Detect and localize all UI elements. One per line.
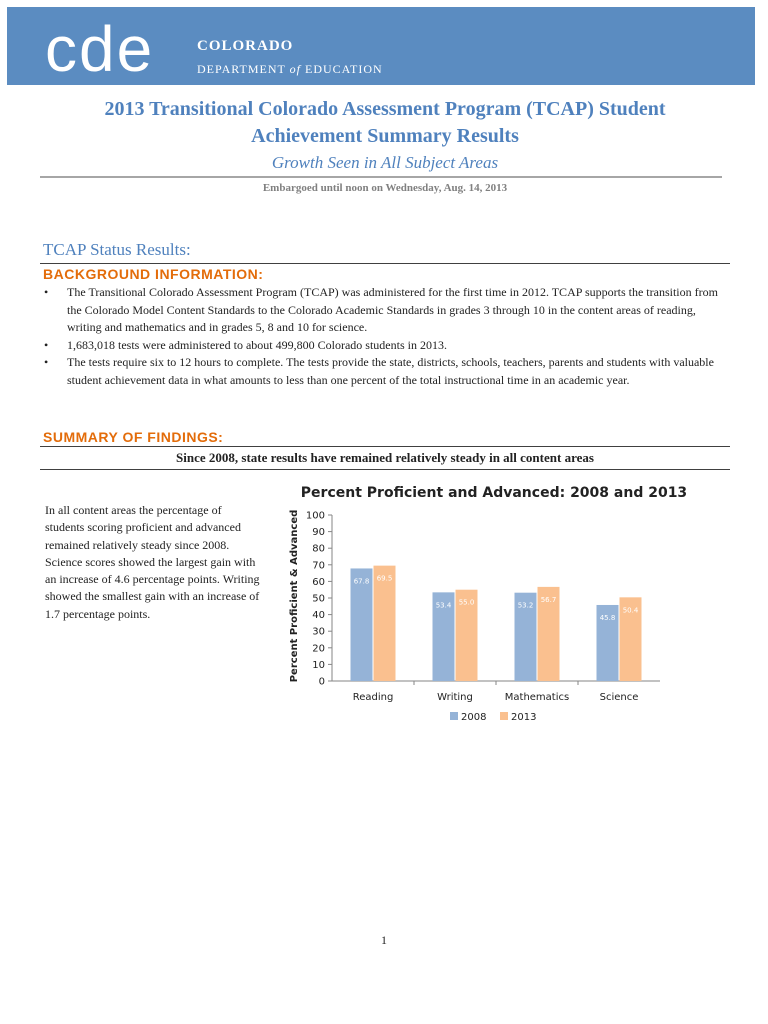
data-label: 50.4: [622, 606, 639, 615]
page-number: 1: [381, 933, 387, 947]
legend-label: 2013: [511, 712, 537, 723]
summary-paragraph: In all content areas the percentage of students scoring proficient and advanced remained relatively steady since 2008. Science scores showed the largest gain with an increase of 4.6 percentage points. Writing showed the smallest gain with an increase of 1.7 percentage points.: [45, 503, 260, 621]
legend-label: 2008: [461, 712, 487, 723]
summary-banner: [40, 446, 730, 470]
legend-swatch: [450, 712, 458, 720]
status-divider: [40, 263, 730, 264]
title-divider: [40, 176, 722, 178]
x-category-label: Writing: [437, 692, 473, 703]
embargo-notice: Embargoed until noon on Wednesday, Aug. 14, 2013: [262, 182, 508, 194]
data-label: 53.2: [517, 601, 534, 610]
bullet-item: • The Transitional Colorado Assessment Program (TCAP) was administered for the first time in 2012. TCAP supports the transition from the Colorado Model Content Standards to the Colorado Academic Standards in grades 3 through 10 in the content areas of reading, writing and mathematics and in grades 5, 8 and 10 for science.: [40, 284, 730, 337]
x-category-label: Science: [599, 692, 639, 703]
bar-2013-reading: [374, 566, 396, 681]
bullet-item: • The tests require six to 12 hours to complete. The tests provide the state, districts, schools, teachers, parents and students with valuable student achievement data in what amounts to less than one percent of the total instructional time in an academic year.: [40, 354, 730, 389]
chart-svg: [282, 478, 722, 732]
y-tick-label: 50: [312, 593, 325, 605]
org-name-line1: COLORADO: [197, 38, 294, 54]
y-tick-label: 0: [318, 676, 325, 688]
y-tick-label: 30: [312, 626, 325, 638]
chart-title: Percent Proficient and Advanced: 2008 and 2013: [300, 485, 688, 501]
data-label: 67.8: [353, 577, 370, 586]
y-tick-label: 70: [312, 560, 325, 572]
document-subtitle: Growth Seen in All Subject Areas: [271, 153, 499, 172]
background-bullet-list: [40, 284, 730, 389]
y-tick-label: 60: [312, 576, 325, 588]
proficiency-chart: [282, 478, 722, 732]
legend-swatch: [500, 712, 508, 720]
header-banner: [7, 7, 755, 85]
cde-logo: cde: [45, 13, 155, 85]
data-label: 53.4: [435, 601, 452, 610]
y-tick-label: 90: [312, 527, 325, 539]
y-tick-label: 80: [312, 543, 325, 555]
chart-plot-area: [306, 511, 660, 704]
y-tick-label: 20: [312, 643, 325, 655]
summary-heading: SUMMARY OF FINDINGS:: [43, 429, 224, 445]
data-label: 56.7: [540, 595, 557, 604]
document-title-line1: 2013 Transitional Colorado Assessment Program (TCAP) Student: [104, 98, 666, 120]
data-label: 55.0: [458, 598, 475, 607]
background-heading: BACKGROUND INFORMATION:: [43, 266, 264, 282]
x-category-label: Mathematics: [504, 692, 570, 703]
x-category-label: Reading: [352, 692, 394, 703]
org-name-line2: DEPARTMENT of EDUCATION: [197, 62, 383, 76]
data-label: 45.8: [599, 613, 616, 622]
bullet-item: • 1,683,018 tests were administered to about 499,800 Colorado students in 2013.: [40, 337, 730, 355]
y-tick-label: 40: [312, 610, 325, 622]
chart-legend: [450, 712, 536, 723]
y-tick-label: 10: [312, 659, 325, 671]
status-heading: TCAP Status Results:: [43, 240, 191, 259]
data-label: 69.5: [376, 574, 393, 583]
document-title-line2: Achievement Summary Results: [251, 125, 519, 147]
chart-y-axis-label: Percent Proficient & Advanced: [289, 509, 300, 683]
y-tick-label: 100: [305, 510, 325, 522]
summary-banner-text: Since 2008, state results have remained relatively steady in all content areas: [176, 450, 594, 465]
